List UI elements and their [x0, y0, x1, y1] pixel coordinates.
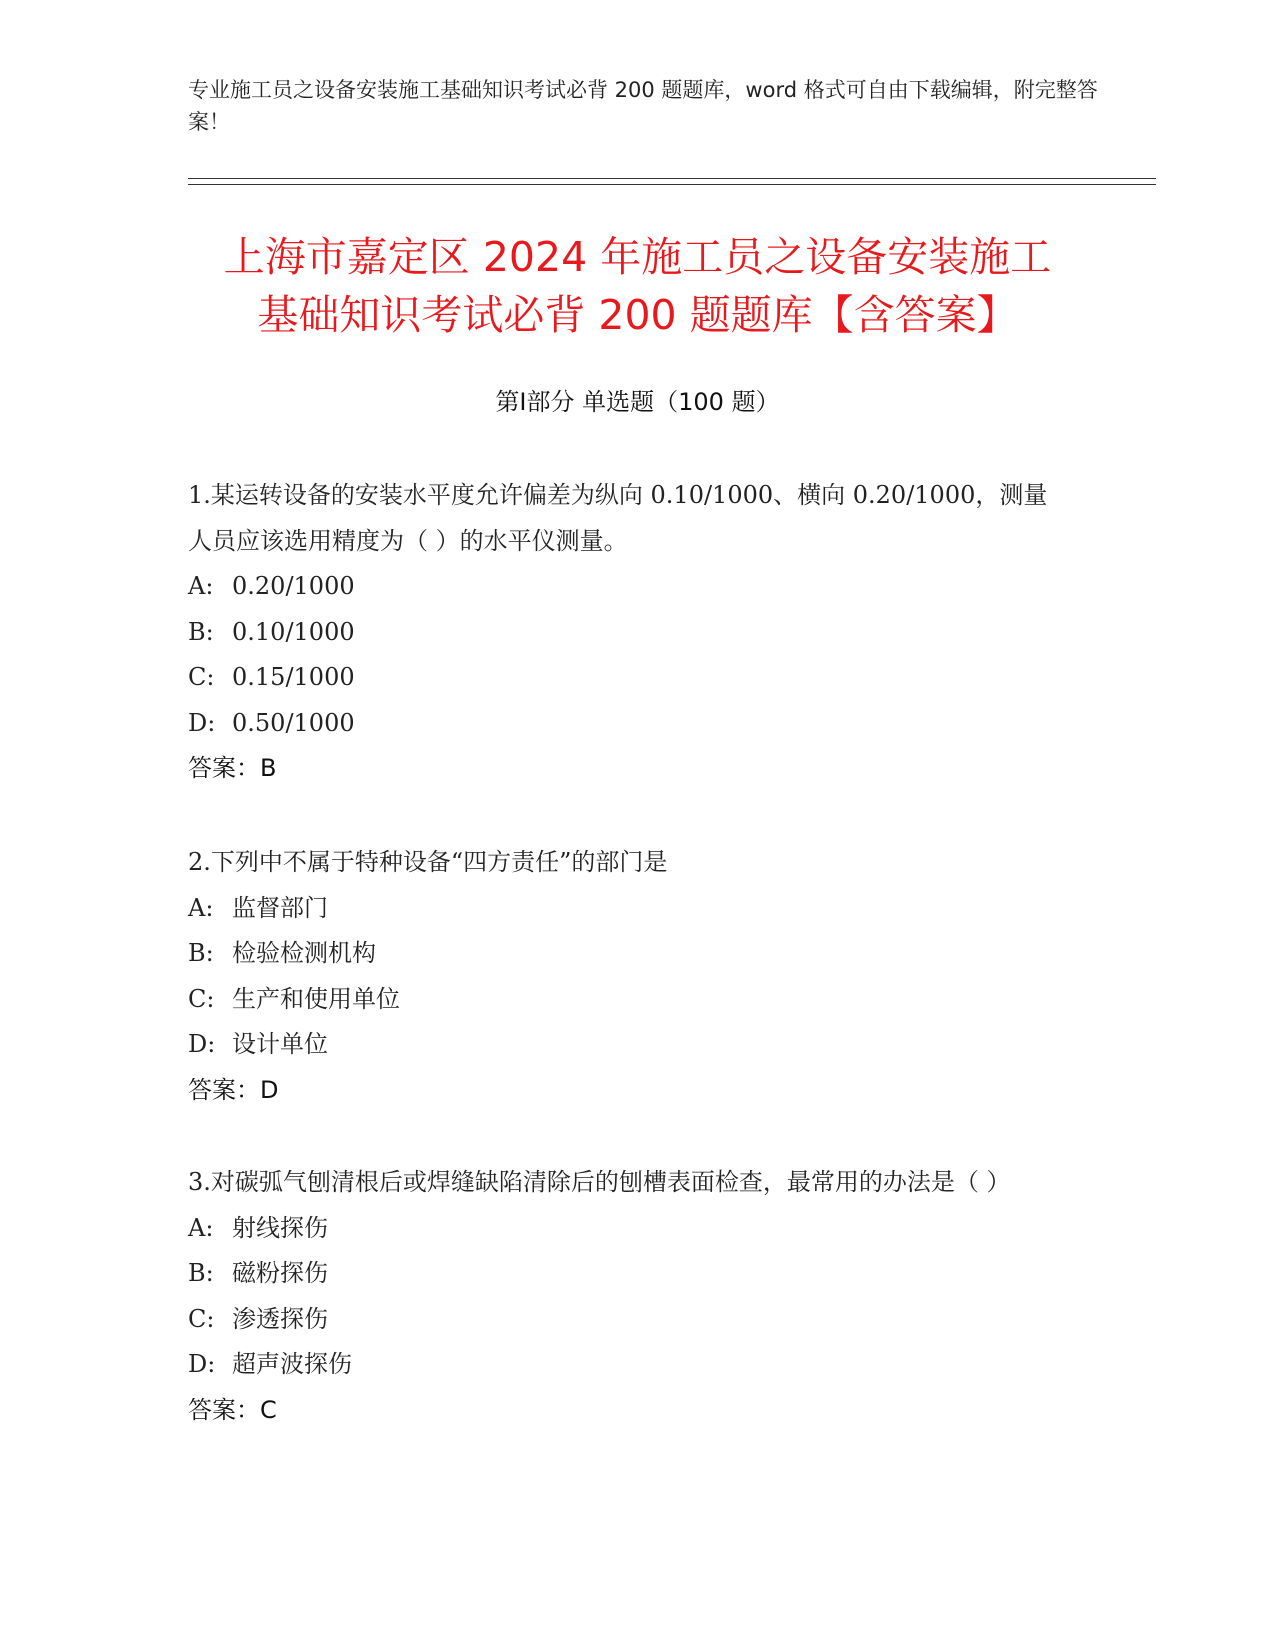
option-text: 0.10/1000: [232, 617, 355, 646]
document-title-line-2: 基础知识考试必背 200 题题库【含答案】: [257, 291, 1018, 339]
option-letter: D:: [188, 1030, 216, 1058]
option-text: 0.15/1000: [232, 663, 355, 691]
option-letter: D:: [188, 708, 216, 737]
question-stem: 2.下列中不属于特种设备“四方责任”的部门是: [188, 848, 668, 876]
header-divider-bottom: [188, 184, 1156, 185]
header-divider-top: [188, 178, 1156, 179]
option-b: [188, 1251, 1068, 1297]
option-text: 射线探伤: [232, 1213, 328, 1242]
option-a: [188, 886, 1068, 932]
option-text: 0.20/1000: [232, 572, 355, 600]
answer-line: 答案：D: [188, 1075, 279, 1104]
section-title: 第Ⅰ部分 单选题（100 题）: [495, 388, 780, 416]
option-letter: A:: [188, 1213, 214, 1242]
header-note: 专业施工员之设备安装施工基础知识考试必背 200 题题库，word 格式可自由下载编辑，附完整答案！: [188, 78, 1098, 134]
option-d: [188, 1342, 1068, 1388]
question-1: [188, 473, 1068, 792]
question-2: [188, 840, 1068, 1113]
option-letter: C:: [188, 1304, 215, 1333]
option-a: [188, 1206, 1068, 1252]
document-title-line-1: 上海市嘉定区 2024 年施工员之设备安装施工: [223, 233, 1052, 281]
option-letter: B:: [188, 939, 214, 967]
option-letter: C:: [188, 663, 215, 691]
question-stem: 3.对碳弧气刨清根后或焊缝缺陷清除后的刨槽表面检查，最常用的办法是（ ）: [188, 1168, 1011, 1196]
option-text: 检验检测机构: [232, 939, 376, 967]
option-text: 监督部门: [232, 893, 328, 922]
question-stem: 1.某运转设备的安装水平度允许偏差为纵向 0.10/1000、横向 0.20/1000，测量人员应该选用精度为（ ）的水平仪测量。: [188, 481, 1048, 555]
option-text: 渗透探伤: [232, 1304, 328, 1333]
option-c: [188, 655, 1068, 701]
option-text: 超声波探伤: [232, 1350, 352, 1378]
option-letter: B:: [188, 617, 214, 646]
option-text: 0.50/1000: [232, 708, 355, 737]
option-c: [188, 977, 1068, 1023]
answer-line: 答案：B: [188, 754, 277, 782]
option-c: [188, 1297, 1068, 1343]
document-title: [150, 228, 1125, 344]
option-text: 设计单位: [232, 1030, 328, 1058]
question-3: [188, 1160, 1068, 1433]
option-letter: D:: [188, 1350, 216, 1378]
option-letter: B:: [188, 1259, 214, 1287]
option-text: 磁粉探伤: [232, 1259, 328, 1287]
option-letter: A:: [188, 893, 214, 922]
option-d: [188, 1022, 1068, 1068]
option-letter: A:: [188, 572, 214, 600]
option-b: [188, 931, 1068, 977]
option-a: [188, 564, 1068, 610]
option-letter: C:: [188, 984, 215, 1013]
option-d: [188, 701, 1068, 747]
option-text: 生产和使用单位: [232, 984, 400, 1013]
option-b: [188, 610, 1068, 656]
answer-line: 答案：C: [188, 1395, 277, 1424]
